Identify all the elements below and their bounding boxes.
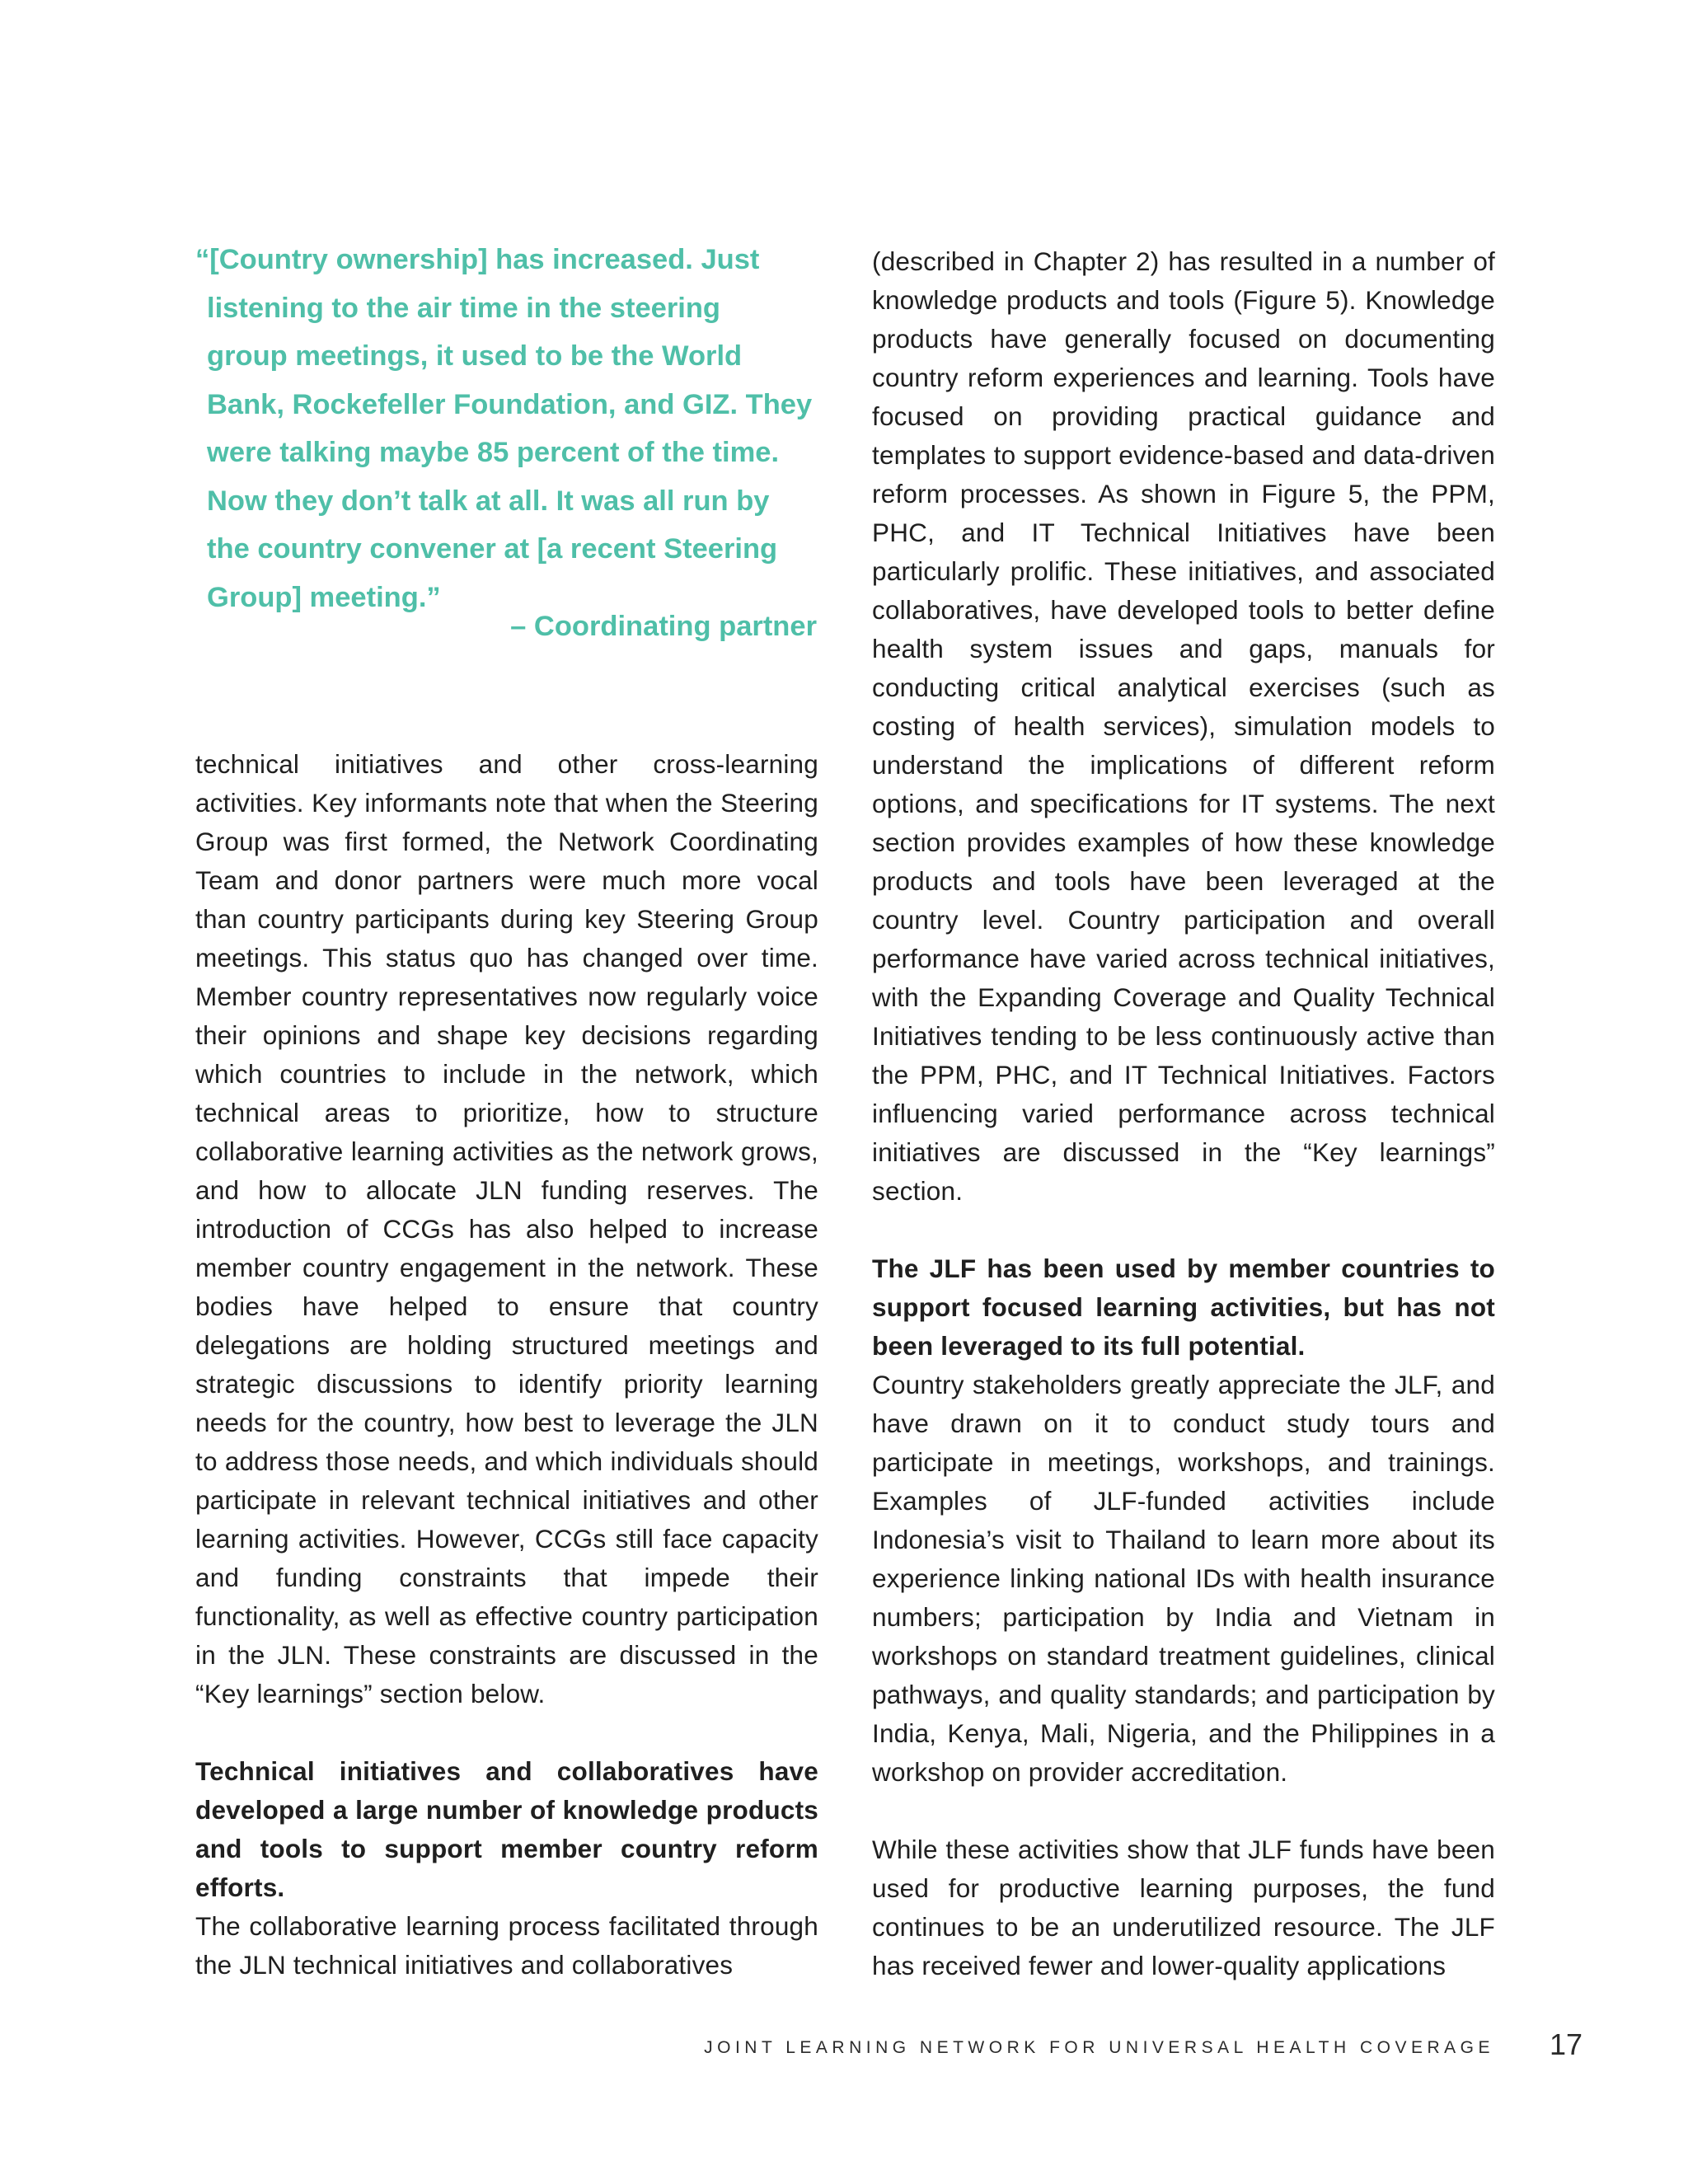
page-number: 17 (1550, 2027, 1583, 2061)
left-column (195, 745, 818, 1985)
section-heading: The JLF has been used by member countries to support focused learning activities, but has not been leveraged to its full potential. (872, 1254, 1495, 1361)
body-paragraph: While these activities show that JLF funds have been used for productive learning purposes, the fund continues to be an underutilized resource. The JLF has received fewer and lower-quality applications (872, 1835, 1495, 1980)
pull-quote-line: group meetings, it used to be the World (207, 340, 743, 372)
pull-quote-line: Group] meeting.” (207, 581, 441, 613)
body-paragraph: technical initiatives and other cross-learning activities. Key informants note that when the Steering Group was first formed, the Network Coordinating Team and donor partners were much more vocal than country participants during key Steering Group meetings. This status quo has changed over time. Member country representatives now regularly voice their opinions and shape key decisions regarding which countries to include in the network, which technical areas to prioritize, how to structure collaborative learning activities as the network grows, and how to allocate JLN funding reserves. The introduction of CCGs has also helped to increase member country engagement in the network. These bodies have helped to ensure that country delegations are holding structured meetings and strategic discussions to identify priority learning needs for the country, how best to leverage the JLN to address those needs, and which individuals should participate in relevant technical initiatives and other learning activities. However, CCGs still face capacity and funding constraints that impede their functionality, as well as effective country participation in the JLN. These constraints are discussed in the “Key learnings” section below. (195, 749, 818, 1708)
pull-quote-line: Bank, Rockefeller Foundation, and GIZ. They (207, 388, 813, 420)
section-heading: Technical initiatives and collaboratives have developed a large number of knowledge products and tools to support member country reform efforts. (195, 1756, 818, 1902)
body-paragraph: (described in Chapter 2) has resulted in a number of knowledge products and tools (Figure 5). Knowledge products have generally focused on documenting country reform experiences and learning. Tools have focused on providing practical guidance and templates to support evidence-based and data-driven reform processes. As shown in Figure 5, the PPM, PHC, and IT Technical Initiatives have been particularly prolific. These initiatives, and associated collaboratives, have developed tools to better define health system issues and gaps, manuals for conducting critical analytical exercises (such as costing of health services), simulation models to understand the implications of different reform options, and specifications for IT systems. The next section provides examples of how these knowledge products and tools have been leveraged at the country level. Country participation and overall performance have varied across technical initiatives, with the Expanding Coverage and Quality Technical Initiatives tending to be less continuously active than the PPM, PHC, and IT Technical Initiatives. Factors influencing varied performance across technical initiatives are discussed in the “Key learnings” section. (872, 246, 1495, 1206)
pull-quote-line: listening to the air time in the steering (207, 292, 721, 324)
running-footer: JOINT LEARNING NETWORK FOR UNIVERSAL HEALTH COVERAGE (704, 2038, 1494, 2057)
body-paragraph: The collaborative learning process facilitated through the JLN technical initiatives and collaboratives (195, 1911, 818, 1980)
pull-quote-line: “[Country ownership] has increased. Just (195, 244, 760, 275)
right-column (872, 242, 1495, 1985)
quote-attribution: – Coordinating partner (510, 611, 817, 642)
pull-quote-line: were talking maybe 85 percent of the time. (207, 437, 780, 468)
pull-quote-line: the country convener at [a recent Steering (207, 533, 778, 565)
body-paragraph: Country stakeholders greatly appreciate the JLF, and have drawn on it to conduct study tours and participate in meetings, workshops, and trainings. Examples of JLF-funded activities include Indonesia’s visit to Thailand to learn more about its experience linking national IDs with health insurance numbers; participation by India and Vietnam in workshops on standard treatment guidelines, clinical pathways, and quality standards; and participation by India, Kenya, Mali, Nigeria, and the Philippines in a workshop on provider accreditation. (872, 1370, 1495, 1787)
pull-quote-line: Now they don’t talk at all. It was all run by (207, 485, 770, 517)
pull-quote (195, 236, 822, 621)
